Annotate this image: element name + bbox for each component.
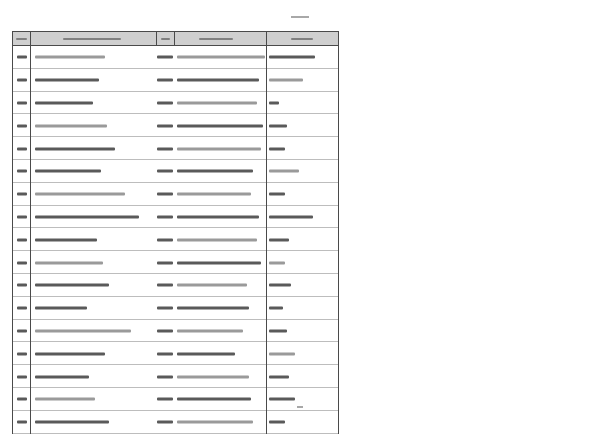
- illegible-text: [177, 147, 261, 150]
- illegible-text: [157, 421, 173, 424]
- table-cell: [13, 206, 31, 229]
- table-row: [13, 342, 339, 365]
- header-cell: [13, 32, 31, 46]
- illegible-text: [35, 79, 99, 82]
- table-row: [13, 411, 339, 434]
- illegible-text: [35, 352, 105, 355]
- illegible-text: [177, 79, 259, 82]
- illegible-text: [17, 375, 27, 378]
- illegible-text: [157, 56, 173, 59]
- table-row: [13, 92, 339, 115]
- illegible-text: [17, 261, 27, 264]
- illegible-text: [177, 421, 253, 424]
- table-cell: [175, 320, 267, 343]
- table-row: [13, 297, 339, 320]
- illegible-text: [35, 124, 107, 127]
- table-cell: [157, 274, 175, 297]
- table-cell: [13, 69, 31, 92]
- table-cell: [267, 137, 339, 160]
- table-cell: [13, 137, 31, 160]
- table-row: [13, 206, 339, 229]
- illegible-text: [17, 147, 27, 150]
- illegible-text: [35, 375, 89, 378]
- table-cell: [31, 274, 157, 297]
- table-cell: [13, 320, 31, 343]
- table-cell: [31, 183, 157, 206]
- illegible-text: [177, 193, 251, 196]
- illegible-text: [17, 215, 27, 218]
- illegible-text: [177, 56, 265, 59]
- illegible-text: [17, 307, 27, 310]
- table-cell: [175, 183, 267, 206]
- table-cell: [267, 92, 339, 115]
- header-cell: [267, 32, 339, 46]
- illegible-text: [177, 261, 261, 264]
- table-cell: [267, 411, 339, 434]
- illegible-text: [269, 124, 287, 127]
- illegible-text: [157, 193, 173, 196]
- table-cell: [157, 342, 175, 365]
- table-cell: [157, 92, 175, 115]
- table-cell: [13, 388, 31, 411]
- illegible-text: [17, 56, 27, 59]
- table-cell: [267, 297, 339, 320]
- table-cell: [175, 160, 267, 183]
- illegible-text: [157, 352, 173, 355]
- table-cell: [31, 69, 157, 92]
- illegible-text: [177, 375, 249, 378]
- table-cell: [31, 342, 157, 365]
- illegible-text: [17, 124, 27, 127]
- illegible-text: [35, 215, 139, 218]
- table-row: [13, 251, 339, 274]
- table-cell: [31, 46, 157, 69]
- table-cell: [31, 388, 157, 411]
- page-header-mark: [291, 16, 309, 18]
- illegible-text: [177, 307, 249, 310]
- illegible-text: [157, 261, 173, 264]
- illegible-text: [17, 101, 27, 104]
- illegible-text: [269, 375, 289, 378]
- table-cell: [267, 46, 339, 69]
- table-cell: [267, 160, 339, 183]
- table-cell: [31, 228, 157, 251]
- table-cell: [31, 114, 157, 137]
- illegible-text: [157, 398, 173, 401]
- illegible-text: [17, 329, 27, 332]
- illegible-text: [17, 79, 27, 82]
- table-cell: [267, 388, 339, 411]
- table-row: [13, 365, 339, 388]
- illegible-text: [157, 307, 173, 310]
- table-row: [13, 114, 339, 137]
- illegible-text: [17, 352, 27, 355]
- illegible-text: [35, 56, 105, 59]
- table-cell: [13, 342, 31, 365]
- table-cell: [267, 228, 339, 251]
- illegible-text: [269, 147, 285, 150]
- table-cell: [175, 228, 267, 251]
- table-cell: [175, 92, 267, 115]
- table-cell: [175, 251, 267, 274]
- table-cell: [267, 320, 339, 343]
- header-cell: [175, 32, 267, 46]
- illegible-text: [35, 261, 103, 264]
- table-cell: [267, 251, 339, 274]
- table-cell: [157, 183, 175, 206]
- table-row: [13, 228, 339, 251]
- illegible-text: [177, 238, 257, 241]
- illegible-text: [35, 398, 95, 401]
- table-cell: [267, 206, 339, 229]
- illegible-text: [269, 329, 287, 332]
- table-cell: [267, 114, 339, 137]
- table-row: [13, 69, 339, 92]
- table-cell: [157, 228, 175, 251]
- illegible-text: [17, 238, 27, 241]
- table-cell: [31, 411, 157, 434]
- illegible-text: [35, 193, 125, 196]
- illegible-text: [17, 170, 27, 173]
- illegible-text: [269, 79, 303, 82]
- table-cell: [175, 411, 267, 434]
- illegible-text: [269, 261, 285, 264]
- table-cell: [13, 228, 31, 251]
- illegible-text: [35, 284, 109, 287]
- table-cell: [13, 274, 31, 297]
- illegible-text: [177, 398, 251, 401]
- table-cell: [157, 251, 175, 274]
- table-row: [13, 388, 339, 411]
- table-cell: [13, 251, 31, 274]
- table-row: [13, 183, 339, 206]
- table-cell: [157, 46, 175, 69]
- table-cell: [13, 183, 31, 206]
- illegible-text: [177, 352, 235, 355]
- table-cell: [175, 114, 267, 137]
- illegible-text: [269, 307, 283, 310]
- illegible-text: [35, 421, 109, 424]
- table-cell: [267, 69, 339, 92]
- table-cell: [13, 160, 31, 183]
- table-cell: [175, 206, 267, 229]
- illegible-text: [269, 170, 299, 173]
- illegible-text: [269, 284, 291, 287]
- table-cell: [157, 411, 175, 434]
- page-number-mark: [297, 406, 303, 408]
- table-cell: [31, 160, 157, 183]
- illegible-text: [269, 56, 315, 59]
- table-cell: [13, 46, 31, 69]
- table-cell: [13, 297, 31, 320]
- table-cell: [31, 92, 157, 115]
- illegible-text: [157, 147, 173, 150]
- table-header-row: [13, 32, 339, 46]
- header-cell: [157, 32, 175, 46]
- table-cell: [31, 320, 157, 343]
- table-cell: [267, 342, 339, 365]
- table-cell: [31, 137, 157, 160]
- illegible-text: [35, 238, 97, 241]
- illegible-text: [177, 284, 247, 287]
- illegible-text: [157, 329, 173, 332]
- table-cell: [175, 365, 267, 388]
- illegible-text: [269, 421, 285, 424]
- table-row: [13, 46, 339, 69]
- table-cell: [175, 342, 267, 365]
- illegible-text: [35, 307, 87, 310]
- illegible-text: [35, 329, 131, 332]
- table-row: [13, 274, 339, 297]
- illegible-text: [17, 193, 27, 196]
- table-cell: [157, 137, 175, 160]
- illegible-text: [269, 215, 313, 218]
- table-cell: [267, 274, 339, 297]
- illegible-text: [35, 170, 101, 173]
- illegible-text: [269, 352, 295, 355]
- table-cell: [157, 206, 175, 229]
- data-table: [12, 31, 339, 434]
- table-cell: [157, 365, 175, 388]
- table-row: [13, 320, 339, 343]
- illegible-text: [157, 238, 173, 241]
- table-cell: [175, 46, 267, 69]
- table-cell: [175, 137, 267, 160]
- illegible-text: [157, 124, 173, 127]
- table-cell: [13, 365, 31, 388]
- illegible-text: [17, 398, 27, 401]
- table-row: [13, 160, 339, 183]
- illegible-text: [17, 421, 27, 424]
- illegible-text: [157, 375, 173, 378]
- illegible-text: [269, 398, 295, 401]
- illegible-text: [17, 284, 27, 287]
- table-cell: [157, 114, 175, 137]
- table-cell: [13, 92, 31, 115]
- table-cell: [13, 114, 31, 137]
- table-cell: [31, 297, 157, 320]
- illegible-text: [35, 101, 93, 104]
- illegible-text: [157, 284, 173, 287]
- header-cell: [31, 32, 157, 46]
- table-cell: [157, 388, 175, 411]
- illegible-text: [157, 170, 173, 173]
- table-cell: [175, 388, 267, 411]
- table-cell: [175, 69, 267, 92]
- illegible-text: [157, 79, 173, 82]
- table-cell: [157, 69, 175, 92]
- illegible-text: [157, 215, 173, 218]
- table-cell: [175, 274, 267, 297]
- table-cell: [13, 411, 31, 434]
- illegible-text: [269, 193, 285, 196]
- table-cell: [157, 297, 175, 320]
- table-cell: [267, 183, 339, 206]
- illegible-text: [35, 147, 115, 150]
- illegible-text: [177, 329, 243, 332]
- illegible-text: [177, 101, 257, 104]
- table-cell: [175, 297, 267, 320]
- table-cell: [31, 251, 157, 274]
- illegible-text: [177, 170, 253, 173]
- table-row: [13, 137, 339, 160]
- illegible-text: [157, 101, 173, 104]
- illegible-text: [177, 124, 263, 127]
- illegible-text: [177, 215, 259, 218]
- table-cell: [31, 365, 157, 388]
- illegible-text: [269, 238, 289, 241]
- table-cell: [31, 206, 157, 229]
- table-cell: [157, 320, 175, 343]
- table-cell: [157, 160, 175, 183]
- table-cell: [267, 365, 339, 388]
- illegible-text: [269, 101, 279, 104]
